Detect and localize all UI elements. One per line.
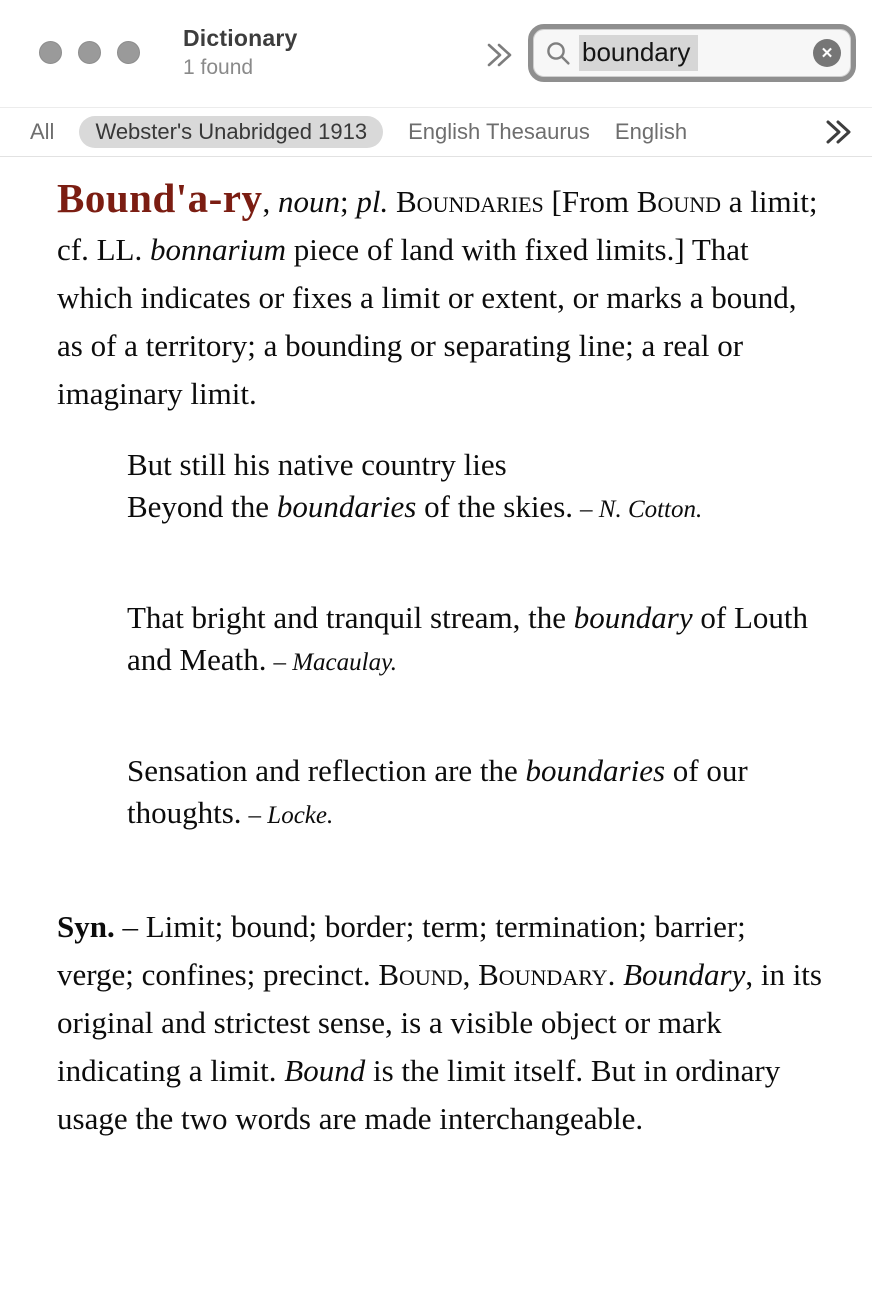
quote-attribution: – Locke.: [248, 802, 334, 829]
quote-line: of Louth and Meath.: [127, 600, 808, 677]
head-seg: ;: [340, 184, 357, 219]
syn-seg: is the limit itself. But in ordinary usage the two words are made interchangeable.: [57, 1053, 781, 1136]
quotation: [127, 444, 810, 531]
syn-seg: , in its original and strictest sense, is a visible object or mark indicating a limit.: [57, 957, 822, 1088]
head-seg: ,: [262, 184, 278, 219]
search-clear-icon[interactable]: ✕: [813, 39, 841, 67]
dictionary-tabbar: [0, 108, 872, 157]
syn-ref-smallcaps: Boundary: [478, 957, 608, 992]
synonyms-paragraph: [57, 903, 830, 1143]
definition-text: piece of land with fixed limits.] That which indicates or fixes a limit or extent, or marks a bound, as of a territory; a bounding or separating line; a real or imaginary limit.: [57, 232, 797, 411]
window-title: Dictionary: [183, 25, 298, 51]
tab-websters-unabridged-1913[interactable]: Webster's Unabridged 1913: [79, 116, 383, 148]
quote-attribution: – N. Cotton.: [580, 496, 703, 523]
syn-seg: ,: [462, 957, 479, 992]
quote-line: That bright and tranquil stream, the: [127, 600, 574, 635]
plural-form-smallcaps: Boundaries: [396, 184, 544, 219]
syn-seg: – Limit; bound; border; term; termination; barrier; verge; confines; precinct.: [57, 909, 746, 992]
results-count: 1 found: [183, 56, 254, 79]
window-zoom-button[interactable]: [117, 41, 140, 64]
part-of-speech: noun: [278, 184, 340, 219]
plural-label: pl.: [356, 184, 389, 219]
tab-english-thesaurus[interactable]: English Thesaurus: [408, 119, 590, 144]
head-seg: a limit; cf. LL.: [57, 184, 818, 267]
quotation: [127, 750, 810, 837]
tabs-overflow-chevron-icon[interactable]: [822, 117, 856, 147]
search-field[interactable]: [528, 24, 856, 82]
synonyms-label: Syn.: [57, 909, 115, 944]
entry-head-paragraph: [57, 175, 830, 418]
quote-line: But still his native country lies: [127, 447, 507, 482]
search-icon: [545, 40, 572, 67]
window-controls: [39, 41, 140, 64]
tab-all[interactable]: All: [30, 119, 55, 144]
head-seg: [388, 184, 396, 219]
window-close-button[interactable]: [39, 41, 62, 64]
quote-line: of the skies.: [416, 489, 574, 524]
tab-english[interactable]: English: [614, 119, 688, 144]
quote-line: Sensation and reflection are the: [127, 753, 526, 788]
quotation: [127, 597, 810, 684]
window-minimize-button[interactable]: [78, 41, 101, 64]
syn-term-italic: Boundary: [623, 957, 746, 992]
latin-term: bonnarium: [149, 232, 287, 267]
title-block: [183, 25, 297, 80]
quote-keyword: boundaries: [276, 489, 417, 524]
search-input-selected-text[interactable]: boundary: [579, 35, 698, 71]
headword: Bound'a-ry: [57, 175, 263, 221]
quote-line: of our thoughts.: [127, 753, 748, 830]
etymology-ref-smallcaps: Bound: [636, 184, 722, 219]
toolbar-overflow-chevron-icon[interactable]: [484, 38, 516, 70]
quote-keyword: boundary: [573, 600, 693, 635]
entry-content: [0, 157, 872, 1143]
syn-seg: .: [607, 957, 624, 992]
quote-keyword: boundaries: [525, 753, 666, 788]
syn-ref-smallcaps: Bound: [378, 957, 463, 992]
head-seg: [From: [543, 184, 637, 219]
toolbar: [0, 0, 872, 108]
quote-attribution: – Macaulay.: [273, 649, 398, 676]
syn-term-italic: Bound: [284, 1053, 366, 1088]
quote-line: Beyond the: [127, 489, 277, 524]
